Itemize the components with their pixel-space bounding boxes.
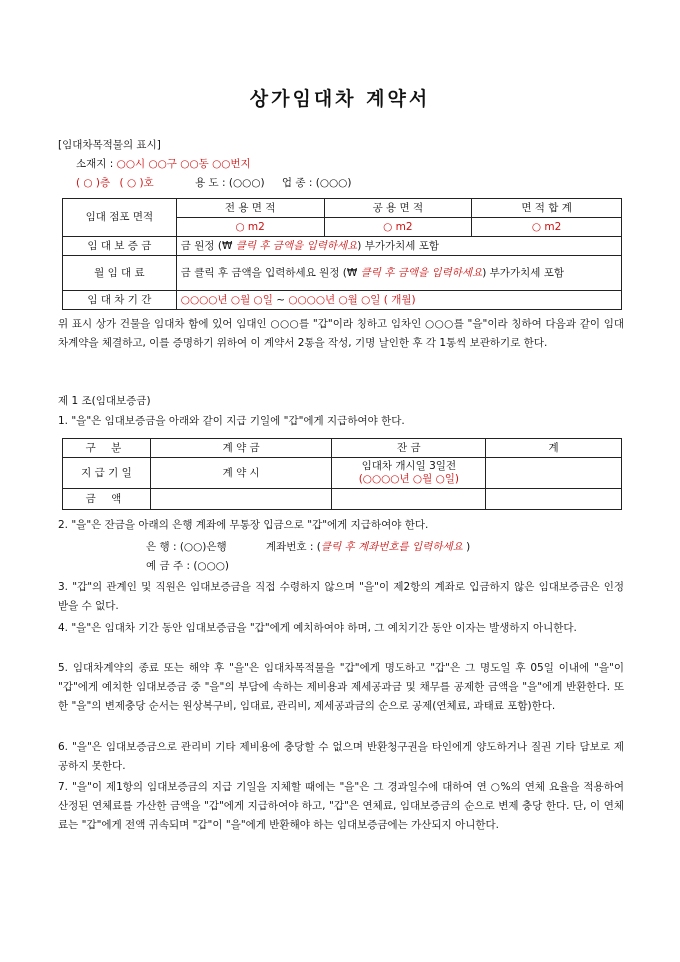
period-value: ○○○○년 ○월 ○일 ~ ○○○○년 ○월 ○일 ( 개월) bbox=[176, 291, 621, 310]
floor-line bbox=[76, 176, 351, 191]
period-label: 임 대 차 기 간 bbox=[63, 291, 177, 310]
pay-amount-total[interactable] bbox=[486, 489, 622, 510]
rent-amount-text-input[interactable]: 금 클릭 후 금액을 입력하세요 원정 (₩ bbox=[180, 266, 361, 279]
pay-header-contract: 계 약 금 bbox=[150, 439, 332, 458]
article1-item6: 6. "을"은 임대보증금으로 관리비 기타 제비용에 충당할 수 없으며 반환청구권을 타인에게 양도하거나 질권 기타 담보로 제공하지 못한다. bbox=[58, 741, 624, 772]
location-dong[interactable]: ○○동 bbox=[180, 158, 209, 170]
area-common-value[interactable]: ○ m2 bbox=[324, 218, 472, 237]
area-total-value[interactable]: ○ m2 bbox=[472, 218, 622, 237]
pay-date-balance: 임대차 개시일 3일전 (○○○○년 ○월 ○일) bbox=[332, 458, 486, 489]
payment-table bbox=[62, 438, 622, 510]
pay-date-label: 지 급 기 일 bbox=[63, 458, 151, 489]
floor-field[interactable]: ( ○ )층 bbox=[76, 177, 111, 189]
document-title: 상가임대차 계약서 bbox=[249, 88, 431, 110]
period-start[interactable]: ○○○○년 ○월 ○일 bbox=[180, 293, 273, 306]
pay-header-total: 계 bbox=[486, 439, 622, 458]
pay-amount-label: 금 액 bbox=[63, 489, 151, 510]
location-bunji[interactable]: ○○번지 bbox=[212, 158, 251, 170]
location-city[interactable]: ○○시 bbox=[116, 158, 146, 170]
article1-item3: 3. "갑"의 관계인 및 직원은 임대보증금을 직접 수령하지 않으며 "을"이 제2항의 계좌로 입금하지 않은 임대보증금은 인정 받을 수 없다. bbox=[58, 581, 624, 612]
property-table bbox=[62, 198, 622, 310]
section-header: [임대차목적물의 표시] bbox=[58, 139, 161, 151]
area-label: 임대 점포 면적 bbox=[63, 199, 177, 237]
location-district[interactable]: ○○구 bbox=[148, 158, 177, 170]
article1-item7: 7. "을"이 제1항의 임대보증금의 지급 기일을 지체할 때에는 "을"은 그 경과일수에 대하여 연 ○%의 연체 요율을 적용하여 산정된 연체료를 가산한 금액을 "갑"에게 지급하여야 하고, "갑"은 연체료, 임대보증금의 순으로 변제 충당 한다. 단, 이 연체료는 "갑"에게 전액 귀속되며 "갑"이 "을"에게 반환해야 하는 임대보증금에는 가산되지 아니한다. bbox=[58, 781, 624, 831]
area-exclusive-value[interactable]: ○ m2 bbox=[176, 218, 324, 237]
ho-field[interactable]: ( ○ )호 bbox=[119, 177, 154, 189]
account-number-input[interactable]: 클릭 후 계좌번호를 입력하세요 bbox=[320, 541, 463, 553]
bank-line: 은 행 : (○○)은행 계좌번호 : (클릭 후 계좌번호를 입력하세요 ) bbox=[146, 541, 471, 553]
pay-date-contract: 계 약 시 bbox=[150, 458, 332, 489]
pay-balance-date-field[interactable]: (○○○○년 ○월 ○일) bbox=[358, 473, 459, 485]
article1-item4: 4. "을"은 임대차 기간 동안 임대보증금을 "갑"에게 예치하여야 하며, 그 예치기간 동안 이자는 발생하지 아니한다. bbox=[58, 622, 577, 634]
pay-header-category: 구 분 bbox=[63, 439, 151, 458]
col-header-exclusive: 전 용 면 적 bbox=[176, 199, 324, 218]
col-header-common: 공 용 면 적 bbox=[324, 199, 472, 218]
rent-label: 월 임 대 료 bbox=[63, 256, 177, 291]
holder-field[interactable]: 예 금 주 : (○○○) bbox=[146, 560, 229, 572]
location-line: 소재지 : ○○시 ○○구 ○○동 ○○번지 bbox=[76, 158, 251, 170]
article1-item2: 2. "을"은 잔금을 아래의 은행 계좌에 무통장 입금으로 "갑"에게 지급하여야 한다. bbox=[58, 519, 429, 531]
deposit-amount-input[interactable]: 클릭 후 금액을 입력하세요 bbox=[235, 239, 358, 252]
deposit-value: 금 원정 (₩ 클릭 후 금액을 입력하세요) 부가가치세 포함 bbox=[176, 237, 621, 256]
pay-header-balance: 잔 금 bbox=[332, 439, 486, 458]
article1-item1: 1. "을"은 임대보증금을 아래와 같이 지급 기일에 "갑"에게 지급하여야 한다. bbox=[58, 415, 405, 427]
article1-heading: 제 1 조(임대보증금) bbox=[58, 395, 151, 407]
intro-paragraph: 위 표시 상가 건물을 임대차 함에 있어 임대인 ○○○를 "갑"이라 칭하고 임차인 ○○○를 "을"이라 칭하여 다음과 같이 임대차계약을 체결하고, 이를 증명하기 위하여 이 계약서 2통을 작성, 기명 날인한 후 각 1통씩 보관하기로 한다. bbox=[58, 318, 624, 349]
pay-amount-contract[interactable] bbox=[150, 489, 332, 510]
pay-amount-balance[interactable] bbox=[332, 489, 486, 510]
pay-date-total[interactable] bbox=[486, 458, 622, 489]
article1-item5: 5. 임대차계약의 종료 또는 해약 후 "을"은 임대차목적물을 "갑"에게 명도하고 "갑"은 그 명도일 후 05일 이내에 "을"이 "갑"에게 예치한 임대보증금 중 "을"의 부담에 속하는 제비용과 제세공과금 및 채무를 공제한 금액을 "을"에게 반환한다. 또한 "을"의 변제충당 순서는 원상복구비, 임대료, 관리비, 제세공과금의 순으로 공제(연체료, 과태료 포함)한다. bbox=[58, 662, 624, 712]
use-field[interactable]: 용 도 : (○○○) bbox=[195, 177, 265, 189]
business-field[interactable]: 업 종 : (○○○) bbox=[281, 177, 352, 189]
deposit-label: 임 대 보 증 금 bbox=[63, 237, 177, 256]
rent-amount-input[interactable]: 클릭 후 금액을 입력하세요 bbox=[360, 266, 483, 279]
bank-field[interactable]: 은 행 : (○○)은행 bbox=[146, 541, 227, 553]
period-end[interactable]: ○○○○년 ○월 ○일 ( 개월) bbox=[288, 293, 416, 306]
rent-value: 금 클릭 후 금액을 입력하세요 원정 (₩ 클릭 후 금액을 입력하세요) 부가가치세 포함 bbox=[176, 256, 621, 291]
col-header-total: 면 적 합 계 bbox=[472, 199, 622, 218]
